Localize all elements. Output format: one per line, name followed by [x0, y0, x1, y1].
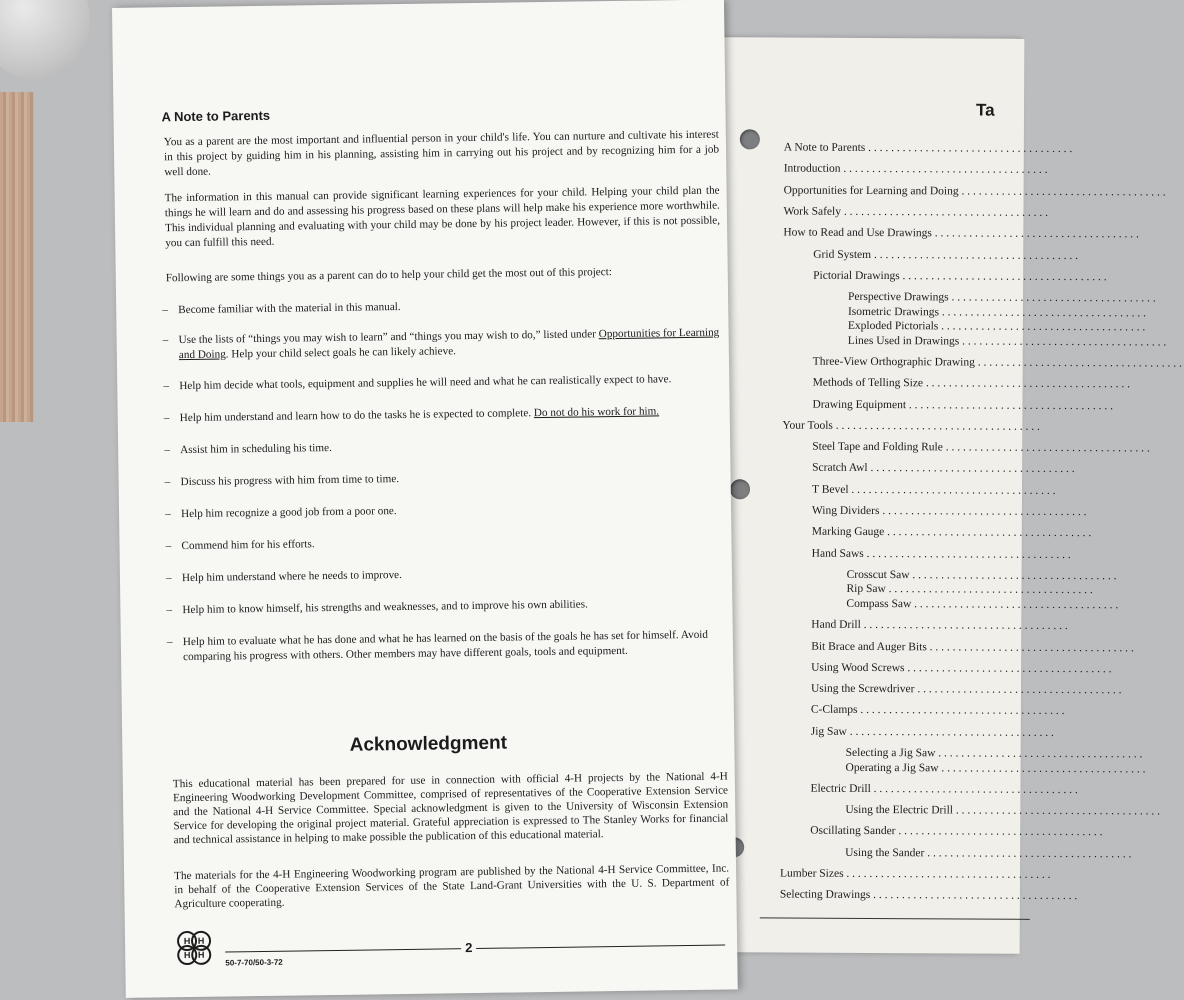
bullet-item: – Discuss his progress with him from time to time.	[164, 473, 400, 489]
toc-entry: Jig Saw . . . . . . . . . . . . . . . . . . . . . . . . . . . . . . . . . . . .	[810, 725, 1054, 739]
footer-code: 50-7-70/50-3-72	[225, 957, 283, 968]
toc-entry: Lumber Sizes . . . . . . . . . . . . . . . . . . . . . . . . . . . . . . . . . . . .	[779, 867, 1051, 881]
toc-entry: Selecting a Jig Saw . . . . . . . . . . . . . . . . . . . . . . . . . . . . . . . . . . . .	[845, 746, 1143, 761]
acknowledgment-paragraph-2: The materials for the 4-H Engineering Woodworking program are published by the National 4-H Service Committee, Inc. in behalf of the Cooperative Extension Services of the State Land-Grant Universities with the U. S. Department of Agriculture cooperating.	[174, 862, 730, 911]
acknowledgment-paragraph-1: This educational material has been prepared for use in connection with official 4-H projects by the National 4-H Engineering Woodworking Development Committee, comprised of representatives of the Cooperative Extension Service and the National 4-H Service Committee. Special acknowledgment is given to the University of Wisconsin Extension Service for developing the original project material. Grateful appreciation is expressed to The Stanley Works for financial and technical assistance in helping to make possible the publication of this educational material.	[172, 770, 729, 847]
toc-entry: Hand Drill . . . . . . . . . . . . . . . . . . . . . . . . . . . . . . . . . . . .	[811, 618, 1068, 633]
toc-entry: Isometric Drawings . . . . . . . . . . . . . . . . . . . . . . . . . . . . . . . . . . . .	[847, 305, 1147, 320]
bullet-item: – Help him decide what tools, equipment and supplies he will need and what he can realistically expect to have.	[163, 373, 672, 393]
wood-surface	[0, 92, 34, 422]
logo-letter: H	[183, 949, 191, 961]
binder-hole-top	[740, 129, 760, 149]
manual-page	[112, 0, 738, 998]
toc-title: Ta	[975, 100, 995, 120]
toc-entry: Using the Electric Drill . . . . . . . . . . . . . . . . . . . . . . . . . . . . . . . . . . . .	[845, 803, 1161, 818]
4h-clover-logo	[173, 927, 216, 970]
toc-entry: Steel Tape and Folding Rule . . . . . . . . . . . . . . . . . . . . . . . . . . . . . . . . . . . .	[812, 440, 1150, 455]
toc-entry: C-Clamps . . . . . . . . . . . . . . . . . . . . . . . . . . . . . . . . . . . .	[810, 704, 1065, 718]
toc-rule	[760, 917, 1030, 919]
acknowledgment-heading: Acknowledgment	[349, 732, 508, 756]
note-paragraph-3: Following are some things you as a parent can do to help your child get the most out of this project:	[165, 266, 613, 285]
toc-entry: Three-View Orthographic Drawing . . . . . . . . . . . . . . . . . . . . . . . . . . . . . . . . . . . .	[812, 355, 1182, 370]
bullet-item: – Assist him in scheduling his time.	[164, 441, 332, 457]
note-paragraph-2: The information in this manual can provide significant learning experiences for your child. Helping your child plan the things he will learn and do and assessing his progress based on these plans will help make his experience more worthwhile. This individual planning and evaluating with your child may be done by his project leader. However, if this is not possible, you can fulfill this need.	[164, 184, 721, 250]
page-number: 2	[461, 940, 476, 955]
toc-entry: Pictorial Drawings . . . . . . . . . . . . . . . . . . . . . . . . . . . . . . . . . . . .	[813, 269, 1107, 284]
toc-entry: Operating a Jig Saw . . . . . . . . . . . . . . . . . . . . . . . . . . . . . . . . . . . .	[845, 761, 1146, 775]
bullet-item: – Help him to know himself, his strengths and weaknesses, and to improve his own abilities.	[166, 598, 588, 617]
toc-page	[720, 37, 1182, 954]
toc-entry: Using the Sander . . . . . . . . . . . . . . . . . . . . . . . . . . . . . . . . . . . .	[845, 846, 1132, 861]
toc-entry: Using Wood Screws . . . . . . . . . . . . . . . . . . . . . . . . . . . . . . . . . . . .	[811, 661, 1112, 676]
bullet-item: – Help him understand where he needs to improve.	[165, 569, 402, 585]
bullet-item: – Become familiar with the material in this manual.	[162, 300, 401, 317]
toc-entry: Compass Saw . . . . . . . . . . . . . . . . . . . . . . . . . . . . . . . . . . . .	[846, 597, 1119, 612]
toc-entry: Using the Screwdriver . . . . . . . . . . . . . . . . . . . . . . . . . . . . . . . . . . . .	[810, 682, 1122, 697]
toc-entry: Crosscut Saw . . . . . . . . . . . . . . . . . . . . . . . . . . . . . . . . . . . .	[846, 568, 1117, 583]
binder-hole-middle	[730, 479, 750, 499]
toc-entry: Work Safely . . . . . . . . . . . . . . . . . . . . . . . . . . . . . . . . . . . .	[783, 205, 1049, 219]
toc-entry: Marking Gauge . . . . . . . . . . . . . . . . . . . . . . . . . . . . . . . . . . . .	[811, 525, 1092, 540]
bullet-item: – Help him to evaluate what he has done and what he has learned on the basis of the goals he has set for himself. Avoid comparing his progress with others. Other members may have different goals, tools and equipment.	[166, 628, 709, 664]
toc-entry: Electric Drill . . . . . . . . . . . . . . . . . . . . . . . . . . . . . . . . . . . .	[810, 782, 1078, 796]
toc-entry: Hand Saws . . . . . . . . . . . . . . . . . . . . . . . . . . . . . . . . . . . .	[811, 547, 1071, 561]
logo-letter: H	[183, 935, 191, 947]
logo-letter: H	[197, 949, 205, 960]
toc-entry: Grid System . . . . . . . . . . . . . . . . . . . . . . . . . . . . . . . . . . . .	[813, 248, 1079, 262]
toc-entry: Rip Saw . . . . . . . . . . . . . . . . . . . . . . . . . . . . . . . . . . . .	[846, 583, 1093, 597]
bullet-item: – Help him recognize a good job from a poor one.	[164, 505, 397, 521]
toc-entry: Introduction . . . . . . . . . . . . . . . . . . . . . . . . . . . . . . . . . . . .	[783, 162, 1048, 177]
toc-entry: Wing Dividers . . . . . . . . . . . . . . . . . . . . . . . . . . . . . . . . . . . .	[811, 504, 1087, 519]
toc-entry: Oscillating Sander . . . . . . . . . . . . . . . . . . . . . . . . . . . . . . . . . . . .	[810, 825, 1103, 839]
bullet-item: – Use the lists of “things you may wish to learn” and “things you may wish to do,” listed under Opportunities for Learning and Doing. Help your child select goals he can likely achieve.	[162, 326, 720, 362]
bullet-item: – Commend him for his efforts.	[165, 538, 315, 553]
toc-entry: Drawing Equipment . . . . . . . . . . . . . . . . . . . . . . . . . . . . . . . . . . . .	[812, 398, 1114, 412]
toc-entry: Methods of Telling Size . . . . . . . . . . . . . . . . . . . . . . . . . . . . . . . . . . . .	[812, 376, 1131, 391]
toc-entry: Opportunities for Learning and Doing . . . . . . . . . . . . . . . . . . . . . . . . . . . . . . . . . . . .	[783, 184, 1166, 199]
toc-entry: Bit Brace and Auger Bits . . . . . . . . . . . . . . . . . . . . . . . . . . . . . . . . . . . .	[811, 640, 1134, 654]
note-heading: A Note to Parents	[161, 107, 271, 125]
toc-entry: Scratch Awl . . . . . . . . . . . . . . . . . . . . . . . . . . . . . . . . . . . .	[812, 462, 1075, 476]
toc-entry: Lines Used in Drawings . . . . . . . . . . . . . . . . . . . . . . . . . . . . . . . . . . . .	[847, 334, 1167, 349]
toc-entry: Exploded Pictorials . . . . . . . . . . . . . . . . . . . . . . . . . . . . . . . . . . . .	[847, 319, 1146, 334]
underlined-phrase: Do not do his work for him.	[533, 405, 660, 420]
toc-entry: Perspective Drawings . . . . . . . . . . . . . . . . . . . . . . . . . . . . . . . . . . . .	[848, 290, 1156, 305]
glass-object	[0, 0, 90, 80]
toc-entry: How to Read and Use Drawings . . . . . . . . . . . . . . . . . . . . . . . . . . . . . . . . . . . .	[783, 226, 1139, 241]
toc-entry: Selecting Drawings . . . . . . . . . . . . . . . . . . . . . . . . . . . . . . . . . . . .	[779, 888, 1078, 903]
toc-entry: Your Tools . . . . . . . . . . . . . . . . . . . . . . . . . . . . . . . . . . . .	[782, 419, 1040, 433]
toc-list	[724, 37, 1182, 903]
underlined-phrase: Opportunities for Learning and Doing	[178, 326, 720, 362]
note-paragraph-1: You as a parent are the most important and influential person in your child's life. You can nurture and cultivate his interest in this project by guiding him in his planning, assisting him in carrying out his project and by recognizing him for a job well done.	[163, 128, 720, 179]
logo-letter: H	[197, 935, 205, 946]
bullet-item: – Help him understand and learn how to do the tasks he is expected to complete. Do not do his work for him.	[163, 405, 660, 425]
toc-entry: T Bevel . . . . . . . . . . . . . . . . . . . . . . . . . . . . . . . . . . . .	[811, 483, 1056, 497]
toc-entry: A Note to Parents . . . . . . . . . . . . . . . . . . . . . . . . . . . . . . . . . . . .	[783, 141, 1073, 156]
